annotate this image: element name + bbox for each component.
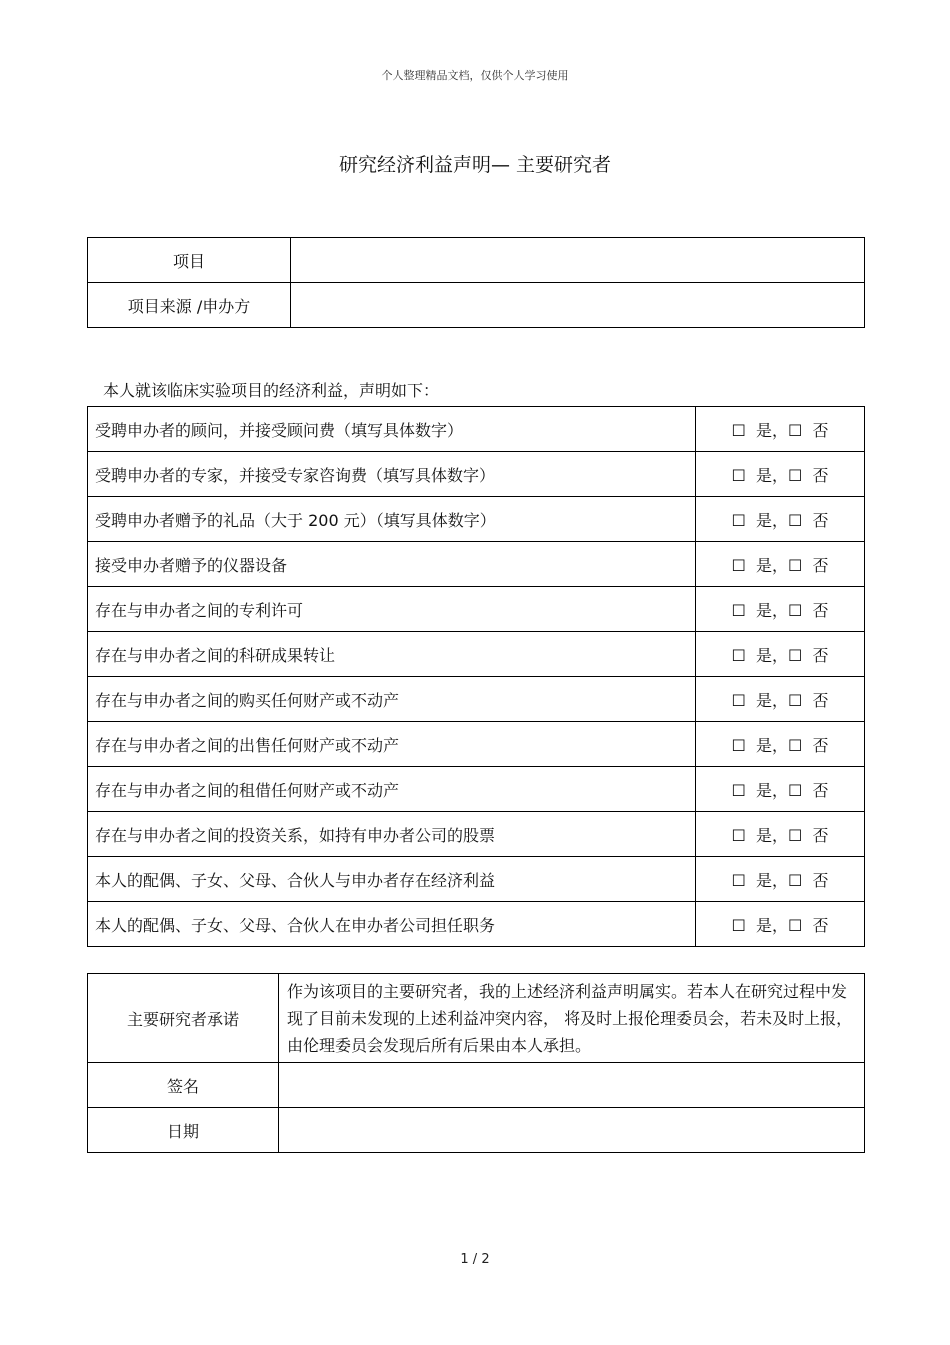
table-row [88,767,865,812]
table-row [88,238,865,283]
table-row [88,497,865,542]
interest-item-label: 存在与申办者之间的出售任何财产或不动产 [88,722,696,767]
table-row [88,812,865,857]
yes-no-checkbox-group[interactable]: ☐ 是，☐ 否 [696,587,865,632]
signature-label: 签名 [88,1063,279,1108]
table-row [88,677,865,722]
interest-item-label: 存在与申办者之间的科研成果转让 [88,632,696,677]
date-label: 日期 [88,1108,279,1153]
yes-no-checkbox-group[interactable]: ☐ 是，☐ 否 [696,767,865,812]
yes-no-checkbox-group[interactable]: ☐ 是，☐ 否 [696,677,865,722]
header-note: 个人整理精品文档，仅供个人学习使用 [381,69,569,82]
table-row [88,722,865,767]
interest-item-label: 存在与申办者之间的购买任何财产或不动产 [88,677,696,722]
promise-label: 主要研究者承诺 [88,974,279,1063]
interest-item-label: 本人的配偶、子女、父母、合伙人在申办者公司担任职务 [88,902,696,947]
page-title: 研究经济利益声明— 主要研究者 [338,154,612,176]
table-row [88,1063,865,1108]
yes-no-checkbox-group[interactable]: ☐ 是，☐ 否 [696,857,865,902]
table-row [88,902,865,947]
source-field[interactable] [291,283,865,328]
table-row [88,452,865,497]
project-label: 项目 [88,238,291,283]
commitment-table [87,973,865,1153]
yes-no-checkbox-group[interactable]: ☐ 是，☐ 否 [696,452,865,497]
yes-no-checkbox-group[interactable]: ☐ 是，☐ 否 [696,497,865,542]
table-row [88,632,865,677]
yes-no-checkbox-group[interactable]: ☐ 是，☐ 否 [696,812,865,857]
date-field[interactable] [279,1108,865,1153]
yes-no-checkbox-group[interactable]: ☐ 是，☐ 否 [696,902,865,947]
table-row [88,857,865,902]
interest-item-label: 受聘申办者赠予的礼品（大于 200 元）（填写具体数字） [88,497,696,542]
interest-item-label: 本人的配偶、子女、父母、合伙人与申办者存在经济利益 [88,857,696,902]
interest-item-label: 存在与申办者之间的专利许可 [88,587,696,632]
interest-item-label: 存在与申办者之间的租借任何财产或不动产 [88,767,696,812]
page-number: 1 / 2 [460,1252,490,1267]
table-row [88,974,865,1063]
interest-item-label: 受聘申办者的专家，并接受专家咨询费（填写具体数字） [88,452,696,497]
source-label: 项目来源 /申办方 [88,283,291,328]
table-row [88,542,865,587]
interest-item-label: 受聘申办者的顾问，并接受顾问费（填写具体数字） [88,407,696,452]
yes-no-checkbox-group[interactable]: ☐ 是，☐ 否 [696,542,865,587]
interest-item-label: 接受申办者赠予的仪器设备 [88,542,696,587]
promise-text: 作为该项目的主要研究者，我的上述经济利益声明属实。若本人在研究过程中发现了目前未发现的上述利益冲突内容， 将及时上报伦理委员会，若未及时上报，由伦理委员会发现后所有后果由本人承担。 [279,974,865,1063]
yes-no-checkbox-group[interactable]: ☐ 是，☐ 否 [696,722,865,767]
signature-field[interactable] [279,1063,865,1108]
interest-item-label: 存在与申办者之间的投资关系，如持有申办者公司的股票 [88,812,696,857]
interest-table [87,406,865,947]
table-row [88,587,865,632]
project-table [87,237,865,328]
yes-no-checkbox-group[interactable]: ☐ 是，☐ 否 [696,632,865,677]
table-row [88,407,865,452]
project-field[interactable] [291,238,865,283]
yes-no-checkbox-group[interactable]: ☐ 是，☐ 否 [696,407,865,452]
table-row [88,283,865,328]
declaration-intro: 本人就该临床实验项目的经济利益，声明如下： [103,381,440,400]
table-row [88,1108,865,1153]
